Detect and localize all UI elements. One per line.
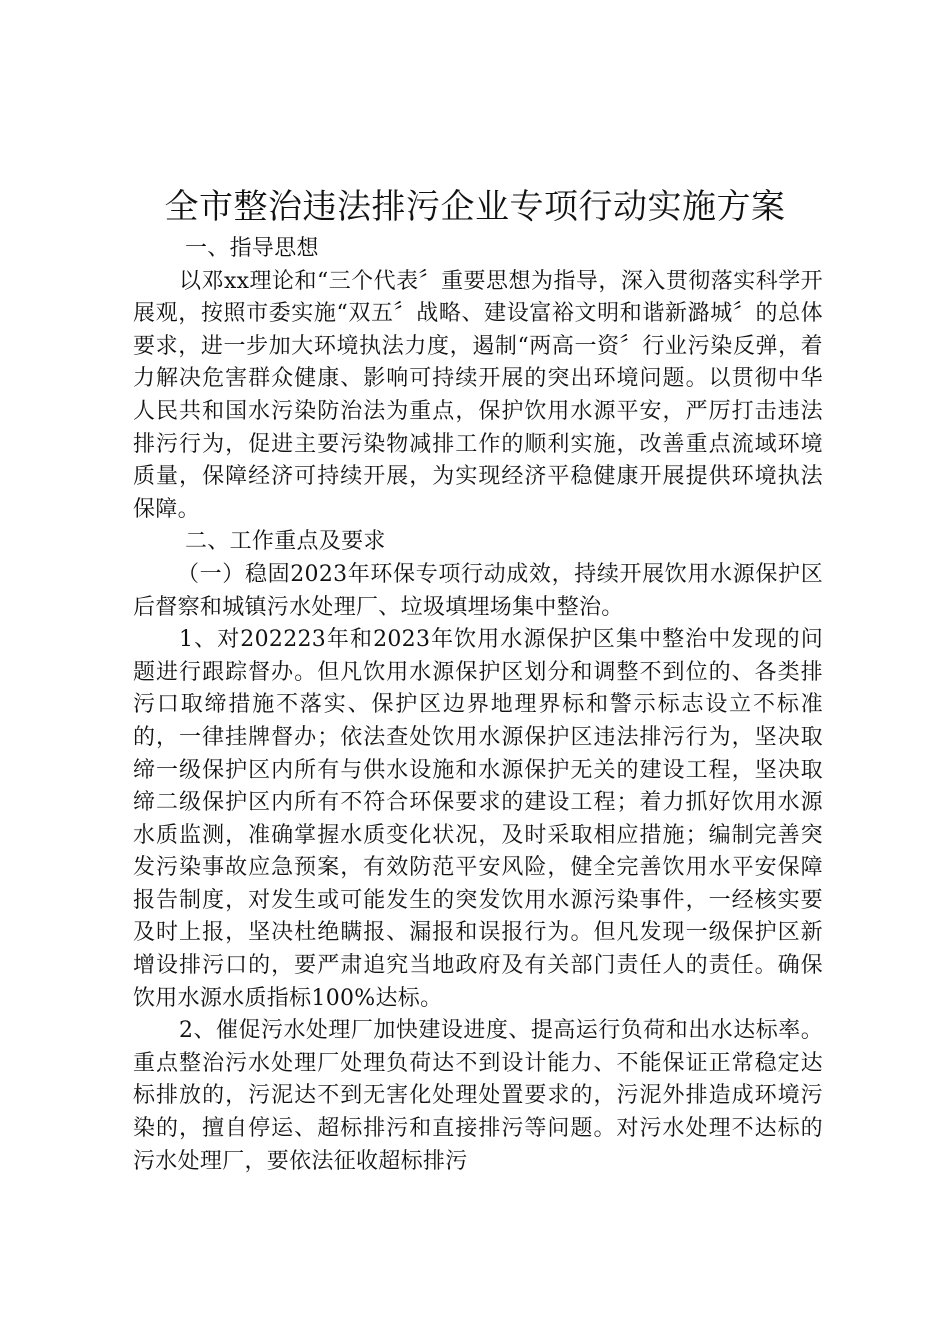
paragraph-item-2: 2、催促污水处理厂加快建设进度、提高运行负荷和出水达标率。重点整治污水处理厂处理负荷达不到设计能力、不能保证正常稳定达标排放的，污泥达不到无害化处理处置要求的，污泥外排造成环境污染的，擅自停运、超标排污和直接排污等问题。对污水处理不达标的污水处理厂，要依法征收超标排污 [133,1018,823,1174]
document-title: 全市整治违法排污企业专项行动实施方案 [164,187,786,227]
document-body [133,233,823,1178]
subsection-paragraph-1: （一）稳固2023年环保专项行动成效，持续开展饮用水源保护区后督察和城镇污水处理厂、垃圾填埋场集中整治。 [133,561,823,620]
section-heading-work-focus: 二、工作重点及要求 [185,529,386,555]
paragraph-guiding-thought: 以邓xx理论和“三个代表〞重要思想为指导，深入贯彻落实科学开展观，按照市委实施“双五〞战略、建设富裕文明和谐新潞城〞的总体要求，进一步加大环境执法力度，遏制“两高一资〞行业污染反弹，着力解决危害群众健康、影响可持续开展的突出环境问题。以贯彻中华人民共和国水污染防治法为重点，保护饮用水源平安，严厉打击违法排污行为，促进主要污染物减排工作的顺利实施，改善重点流域环境质量，保障经济可持续开展，为实现经济平稳健康开展提供环境执法保障。 [133,268,823,522]
paragraph-item-1: 1、对202223年和2023年饮用水源保护区集中整治中发现的问题进行跟踪督办。但凡饮用水源保护区划分和调整不到位的、各类排污口取缔措施不落实、保护区边界地理界标和警示标志设立不标准的，一律挂牌督办；依法查处饮用水源保护区违法排污行为，坚决取缔一级保护区内所有与供水设施和水源保护无关的建设工程，坚决取缔二级保护区内所有不符合环保要求的建设工程；着力抓好饮用水源水质监测，准确掌握水质变化状况，及时采取相应措施；编制完善突发污染事故应急预案，有效防范平安风险，健全完善饮用水平安保障报告制度，对发生或可能发生的突发饮用水源污染事件，一经核实要及时上报，坚决杜绝瞒报、漏报和误报行为。但凡发现一级保护区新增设排污口的，要严肃追究当地政府及有关部门责任人的责任。确保饮用水源水质指标100%达标。 [133,627,823,1011]
section-heading-guiding-thought: 一、指导思想 [185,236,319,261]
